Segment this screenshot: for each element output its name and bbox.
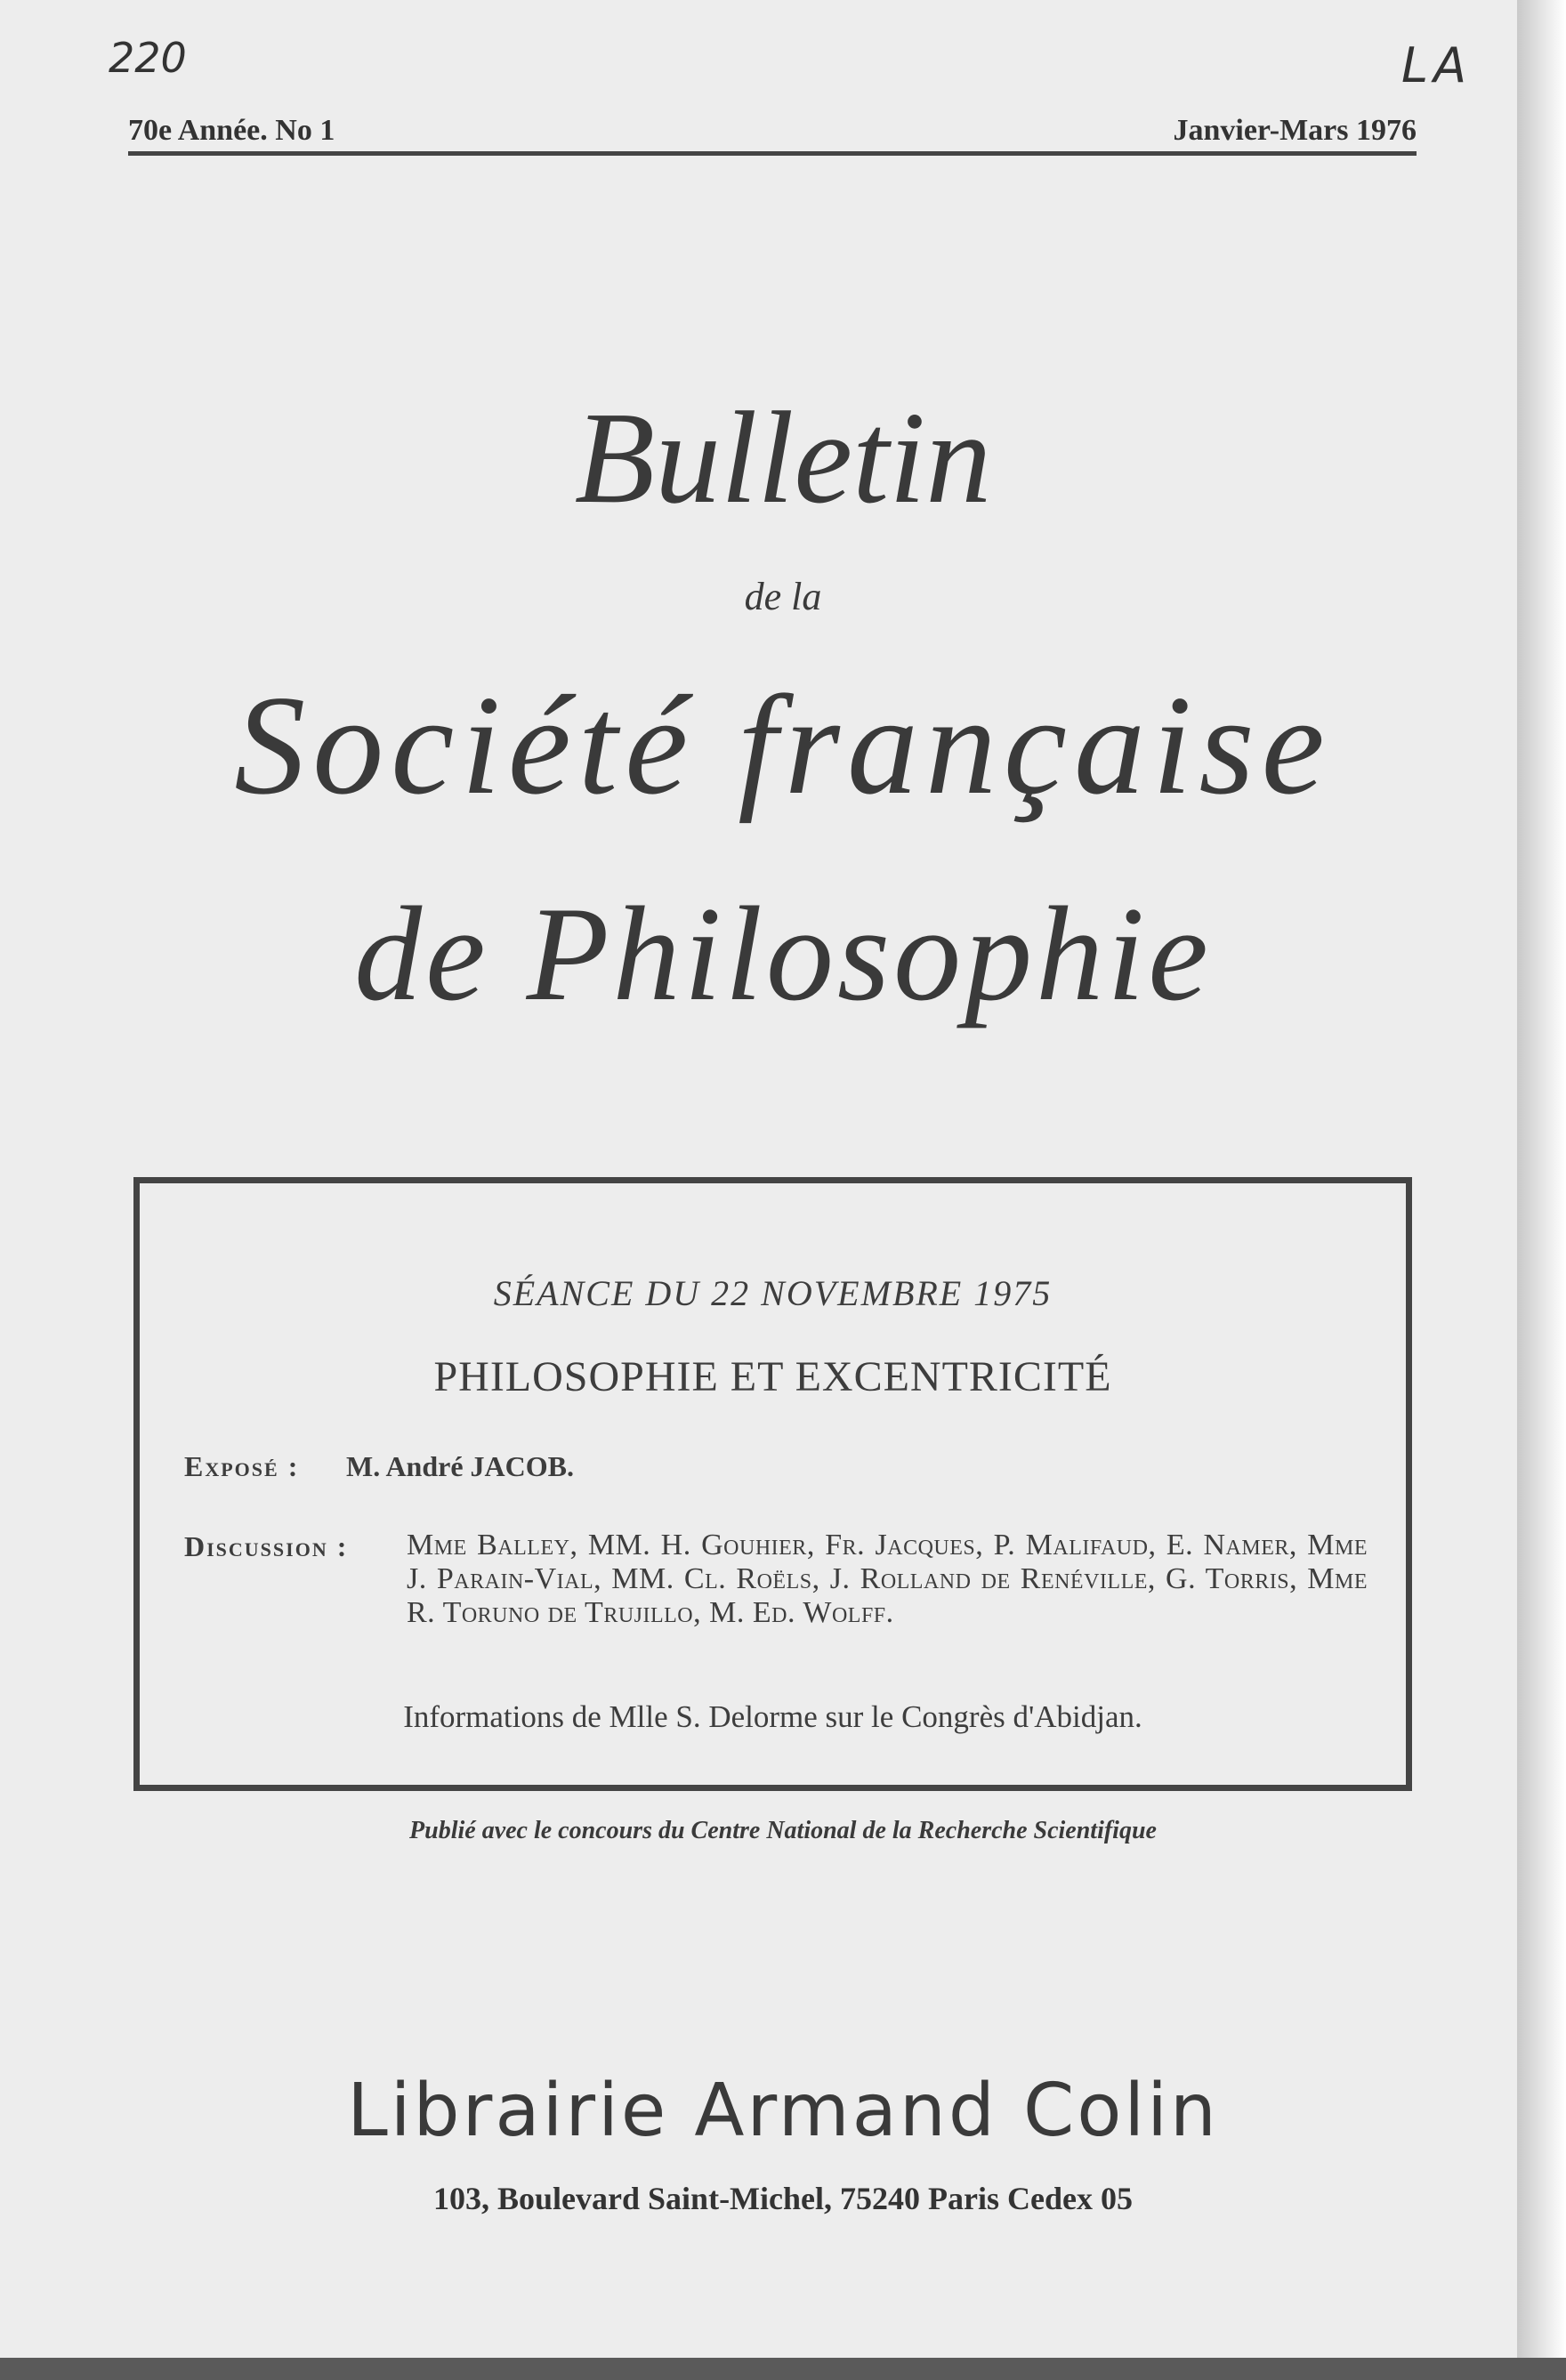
scan-bottom-band <box>0 2358 1566 2380</box>
page-edge-shadow <box>1517 0 1566 2380</box>
issue-date: Janvier-Mars 1976 <box>1173 114 1417 147</box>
seance-topic: PHILOSOPHIE ET EXCENTRICITÉ <box>433 1353 1112 1400</box>
title-bulletin: Bulletin <box>574 385 992 531</box>
handwritten-initials: LA <box>1401 37 1473 93</box>
handwritten-number: 220 <box>109 34 187 82</box>
issue-header <box>128 114 1417 148</box>
informations-note: Informations de Mlle S. Delorme sur le Congrès d'Abidjan. <box>403 1699 1142 1734</box>
title-de-philosophie: de Philosophie <box>354 879 1212 1029</box>
cnrs-credit: Publié avec le concours du Centre National de la Recherche Scientifique <box>409 1817 1157 1844</box>
seance-date: SÉANCE DU 22 NOVEMBRE 1975 <box>493 1273 1053 1313</box>
discussion-label: Discussion : <box>184 1530 349 1562</box>
title-societe-francaise: Société française <box>234 666 1332 824</box>
issue-number: 70e Année. No 1 <box>128 114 335 147</box>
expose-label: Exposé : <box>184 1450 300 1482</box>
seance-box <box>133 1177 1412 1791</box>
discussion-participants: Mme Balley, MM. H. Gouhier, Fr. Jacques, P. Malifaud, E. Namer, Mme J. Parain-Vial, MM. Cl. Roëls, J. Rolland de Renéville, G. Torris, Mme R. Toruno de Trujillo, M. Ed. Wolff. <box>407 1529 1368 1629</box>
title-de-la: de la <box>744 575 822 618</box>
expose-speaker: M. André JACOB. <box>346 1450 574 1482</box>
publisher-name: Librairie Armand Colin <box>347 2069 1219 2153</box>
publisher-address: 103, Boulevard Saint-Michel, 75240 Paris Cedex 05 <box>433 2181 1133 2216</box>
header-rule <box>128 151 1417 156</box>
